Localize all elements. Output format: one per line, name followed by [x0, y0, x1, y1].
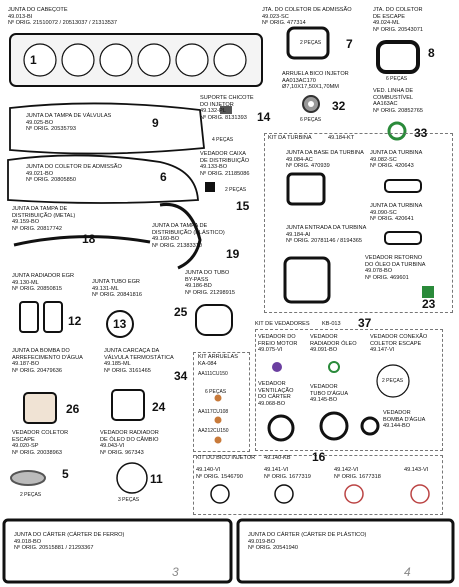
water-pump-gasket-drawing	[24, 393, 56, 423]
egr-tube-gasket-label: JUNTA TUBO EGR 49.131-ML Nº ORIG. 20841816	[92, 279, 142, 299]
fuel-line-seal-label: VED. LINHA DE COMBUSTÍVEL AA163AC Nº ORIG. 20852765	[373, 88, 423, 114]
bypass-tube-gasket-number: 25	[174, 305, 188, 319]
injector-kit-box	[193, 455, 443, 515]
turbine-gasket-b-label: JUNTA DA TURBINA 49.090-SC Nº ORIG. 420641	[370, 203, 423, 223]
water-pump-gasket-number: 26	[66, 402, 80, 416]
exhaust-collector-qty: 2 PEÇAS	[20, 492, 42, 498]
egr-radiator-gasket-number: 12	[68, 314, 82, 328]
washer-b-code: AA117CU108	[198, 409, 229, 415]
injector-kit-number: 16	[312, 450, 326, 464]
washers-kit-label: KIT ARRUELAS KA-084	[198, 354, 238, 367]
intake-manifold-number: 7	[346, 37, 353, 51]
turbine-kit-code: 49.184-KT	[328, 135, 355, 141]
injector-washer-qty: 6 PEÇAS	[300, 117, 322, 123]
timing-cover-metal-number: 18	[82, 232, 96, 246]
oil-pan-plastic-label: JUNTA DO CÁRTER (CÁRTER DE PLÁSTICO) 49.019-BO Nº ORIG. 20541940	[248, 532, 367, 552]
gearbox-oil-seal-label: VEDADOR RADIADOR DE ÓLEO DO CÂMBIO 49.043-VI Nº ORIG. 967343	[100, 430, 159, 456]
turbine-base-gasket-label: JUNTA DA BASE DA TURBINA 49.084-AC Nº ORIG. 470939	[286, 150, 364, 170]
thermostat-housing-gasket-number: 24	[152, 400, 166, 414]
timing-cover-plastic-number: 19	[226, 247, 240, 261]
thermostat-housing-gasket-drawing	[112, 390, 144, 420]
timing-cover-seal-qty: 2 PEÇAS	[225, 187, 247, 193]
intake-gasket-number: 6	[160, 170, 167, 184]
timing-cover-metal-label: JUNTA DA TAMPA DE DISTRIBUIÇÃO (METAL) 49.159-BO Nº ORIG. 20817742	[12, 206, 76, 232]
timing-cover-seal-label: VEDADOR CAIXA DE DISTRIBUIÇÃO 49.133-BO Nº ORIG. 21185086	[200, 151, 250, 177]
harness-bracket-number: 14	[257, 110, 271, 124]
thermostat-housing-gasket-label: JUNTA CARCAÇA DA VÁLVULA TERMOSTÁTICA 49.185-ML Nº ORIG. 3161465	[104, 348, 174, 374]
injector-seal-2-label: 49.141-VI Nº ORIG. 1677319	[264, 467, 311, 480]
oil-pan-iron-number: 3	[172, 565, 179, 579]
gearbox-oil-seal-drawing	[117, 463, 147, 493]
bypass-tube-gasket-drawing	[196, 305, 232, 335]
exhaust-collector-seal-number: 5	[62, 467, 69, 481]
crankcase-vent-seal-label: VEDADOR VENTILAÇÃO DO CÁRTER 49.068-BO	[258, 381, 294, 407]
injector-seal-1-label: 49.140-VI Nº ORIG. 1546790	[196, 467, 243, 480]
intake-gasket-label: JUNTA DO COLETOR DE ADMISSÃO 49.021-BO Nº ORIG. 20805850	[26, 164, 122, 184]
engine-brake-seal-label: VEDADOR DO FREIO MOTOR 49.075-VI	[258, 334, 298, 354]
fuel-line-seal-number: 33	[414, 126, 428, 140]
turbine-kit-title: KIT DA TURBINA	[268, 135, 312, 141]
exhaust-manifold-qty: 6 PEÇAS	[386, 76, 408, 82]
egr-radiator-gasket-a-drawing	[20, 302, 38, 332]
exhaust-manifold-number: 8	[428, 46, 435, 60]
water-pump-gasket-label: JUNTA DA BOMBA DO ARREFECIMENTO D'ÁGUA 49.187-BO Nº ORIG. 20479636	[12, 348, 83, 374]
gearbox-oil-seal-qty: 3 PEÇAS	[118, 497, 140, 503]
valve-cover-gasket-number: 9	[152, 116, 159, 130]
head-gasket-label: JUNTA DO CABEÇOTE 49.013-BI Nº ORIG. 21510072 / 20513037 / 21313537	[8, 7, 118, 27]
washer-a-qty: 6 PEÇAS	[205, 389, 227, 395]
harness-bracket-label: SUPORTE CHICOTE DO INJETOR 49.132-PL Nº ORIG. 8131393	[200, 95, 254, 121]
seals-kit-code: KB-013	[322, 321, 341, 327]
injector-kit-title: KIT DO BICO INJETOR	[196, 455, 256, 461]
gearbox-oil-seal-number: 11	[150, 472, 163, 486]
exhaust-connection-qty: 2 PEÇAS	[382, 378, 404, 384]
injector-seal-4-label: 49.143-VI	[404, 467, 429, 473]
intake-manifold-gasket-label: JTA. DO COLETOR DE ADMISSÃO 49.023-SC Nº ORIG. 477314	[262, 7, 352, 27]
harness-bracket-qty: 4 PEÇAS	[212, 137, 234, 143]
exhaust-manifold-gasket-drawing	[378, 42, 418, 72]
turbine-inlet-gasket-label: JUNTA ENTRADA DA TURBINA 49.184-AI Nº ORIG. 20781146 / 8194365	[286, 225, 367, 245]
seals-kit-title: KIT DE VEDADORES	[255, 321, 310, 327]
timing-cover-plastic-label: JUNTA DA TAMPA DE DISTRIBUIÇÃO (PLÁSTICO) 49.160-BO Nº ORIG. 21383310	[152, 223, 225, 249]
seals-kit-number: 37	[358, 316, 372, 330]
intake-manifold-qty: 2 PEÇAS	[300, 40, 322, 46]
exhaust-connection-seal-label: VEDADOR CONEXÃO COLETOR ESCAPE 49.147-VI	[370, 334, 428, 354]
timing-cover-seal-number: 15	[236, 199, 250, 213]
exhaust-collector-seal-label: VEDADOR COLETOR ESCAPE 49.020-SP Nº ORIG. 20038963	[12, 430, 69, 456]
bypass-tube-gasket-label: JUNTA DO TUBO BY-PASS 49.186-BD Nº ORIG. 21298915	[185, 270, 235, 296]
valve-cover-gasket-label: JUNTA DA TAMPA DE VÁLVULAS 49.025-BO Nº ORIG. 20535793	[26, 113, 112, 133]
egr-radiator-gasket-b-drawing	[44, 302, 62, 332]
washer-c-code: AA212CU150	[198, 428, 229, 434]
egr-tube-gasket-number: 13	[113, 317, 127, 331]
washers-kit-number: 34	[174, 369, 188, 383]
injector-washer-number: 32	[332, 99, 346, 113]
head-gasket-drawing	[10, 34, 262, 86]
washer-a-code: AA111CU150	[198, 371, 228, 377]
turbine-gasket-a-label: JUNTA DA TURBINA 49.082-SC Nº ORIG. 420643	[370, 150, 423, 170]
egr-radiator-gasket-label: JUNTA RADIADOR EGR 49.130-ML Nº ORIG. 20850815	[12, 273, 75, 293]
exhaust-collector-seal-drawing	[11, 471, 45, 485]
oil-pan-plastic-number: 4	[404, 565, 411, 579]
injector-washer-label: ARRUELA BICO INJETOR AA013AC170 Ø7,10X17,50X1,70MM	[282, 71, 349, 91]
timing-cover-seal-drawing	[205, 182, 215, 192]
turbine-return-seal-label: VEDADOR RETORNO DO ÓLEO DA TURBINA 49.078-BO Nº ORIG. 469601	[365, 255, 426, 281]
turbine-return-seal-number: 23	[422, 297, 436, 311]
water-tube-seal-label: VEDADOR TUBO D'ÁGUA 49.145-BO	[310, 384, 349, 404]
injector-seal-3-label: 49.142-VI Nº ORIG. 1677318	[334, 467, 381, 480]
injector-kit-code: 49.140-KB	[264, 455, 291, 461]
head-gasket-number: 1	[30, 53, 37, 67]
oil-pan-iron-label: JUNTA DO CÁRTER (CÁRTER DE FERRO) 49.018-BO Nº ORIG. 20515881 / 21293367	[14, 532, 125, 552]
water-pump-seal-label: VEDADOR BOMBA D'ÁGUA 49.144-BO	[383, 410, 426, 430]
exhaust-manifold-gasket-label: JTA. DO COLETOR DE ESCAPE 49.024-ML Nº ORIG. 20543071	[373, 7, 423, 33]
oil-radiator-seal-label: VEDADOR RADIADOR ÓLEO 49.091-BO	[310, 334, 357, 354]
